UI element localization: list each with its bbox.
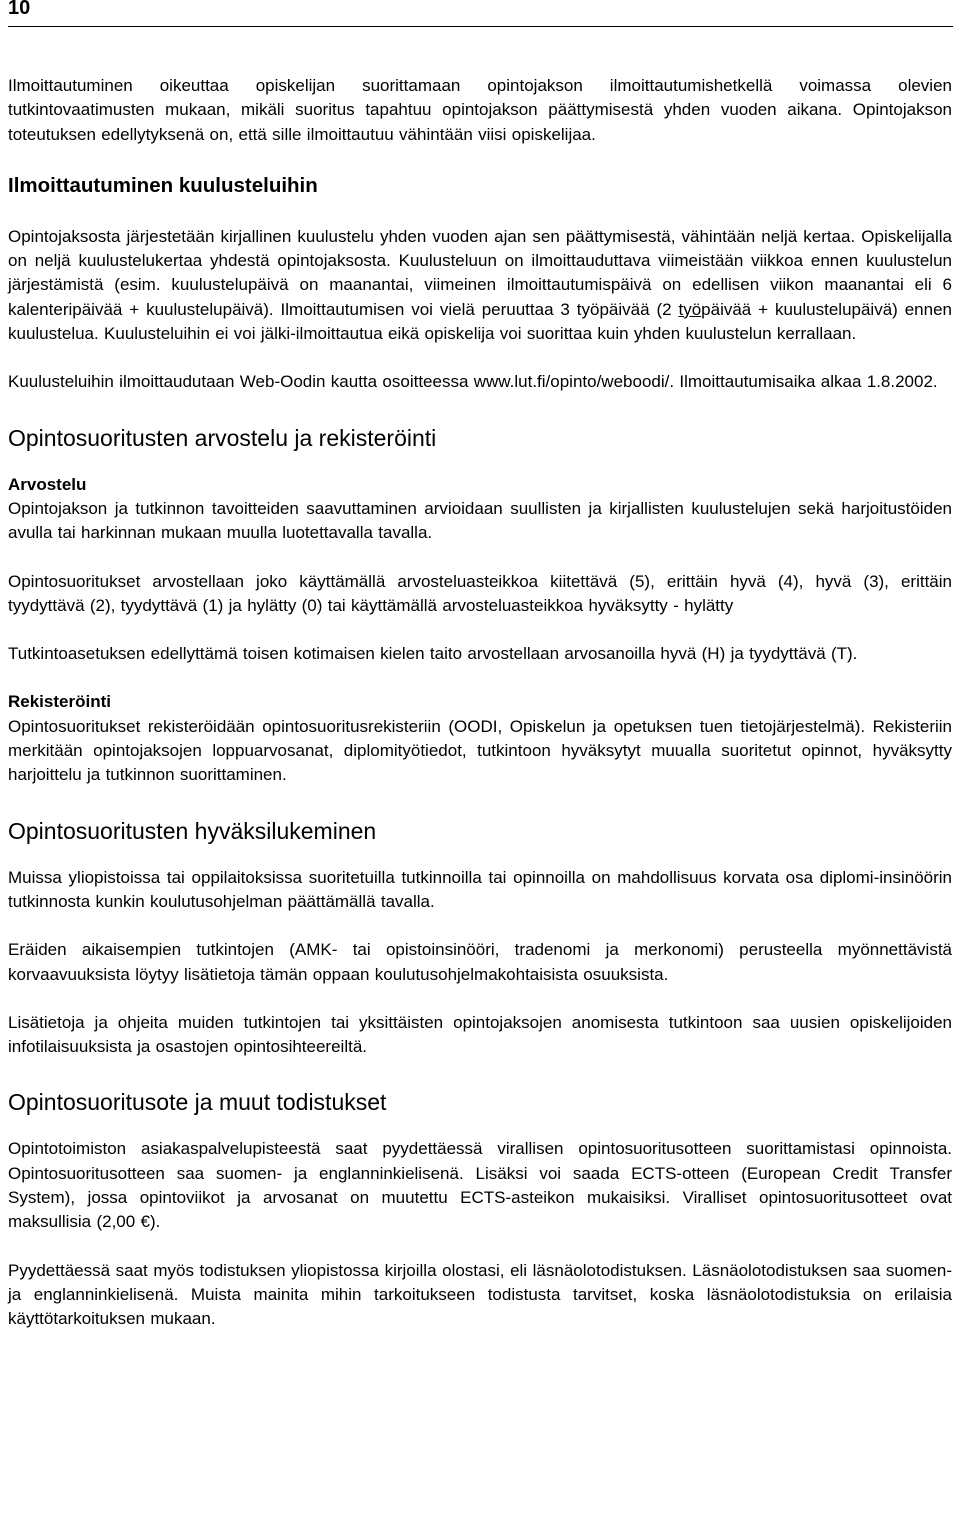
header-rule: [8, 26, 953, 27]
subheading-rekisterointi: Rekisteröinti: [8, 692, 111, 712]
heading-grading: Opintosuoritusten arvostelu ja rekisteröinti: [8, 424, 437, 451]
exam-registration-text-b: päivää + kuulustelupäivä) ennen kuulustelua. Kuulusteluihin ei voi jälki-ilmoittautua eikä opiskelija voi suorittaa kuin yhden kuulustelun kerrallaan.: [8, 299, 952, 344]
grading-paragraph-1: Opintojakson ja tutkinnon tavoitteiden saavuttaminen arvioidaan suullisten ja kirjallisten kuulustelujen sekä harjoitustöiden avulla tai harkinnan mukaan muulla luotettavalla tavalla.: [8, 498, 952, 543]
weboodi-paragraph: Kuulusteluihin ilmoittaudutaan Web-Oodin kautta osoitteessa www.lut.fi/opinto/weboodi/. Ilmoittautumisaika alkaa 1.8.2002.: [8, 372, 938, 392]
heading-transcripts: Opintosuoritusote ja muut todistukset: [8, 1089, 387, 1116]
recognition-paragraph-3: Lisätietoja ja ohjeita muiden tutkintojen tai yksittäisten opintojaksojen anomisesta tutkintoon saa uusien opiskelijoiden infotilaisuuksista ja osastojen opintosihteereiltä.: [8, 1012, 952, 1057]
recognition-paragraph-2: Eräiden aikaisempien tutkintojen (AMK- tai opistoinsinööri, tradenomi ja merkonomi) perusteella myönnettävistä korvaavuuksista löytyy lisätietoja tämän oppaan koulutusohjelmakohtaisista osuuksista.: [8, 940, 952, 984]
intro-paragraph: Ilmoittautuminen oikeuttaa opiskelijan suorittamaan opintojakson ilmoittautumishetkellä voimassa olevien tutkintovaatimusten mukaan, mikäli suoritus tapahtuu opintojakson päättymisestä yhden vuoden aikana. Opintojakson toteutuksen edellytyksenä on, että sille ilmoittautuu vähintään viisi opiskelijaa.: [8, 76, 952, 144]
registration-records-paragraph: Opintosuoritukset rekisteröidään opintosuoritusrekisteriin (OODI, Opiskelun ja opetuksen tuen tietojärjestelmä). Rekisteriin merkitään opintojaksojen loppuarvosanat, diplomityötiedot, tutkintoon hyväksytyt muualla suoritetut opinnot, hyväksytty harjoittelu ja tutkinnon suorittaminen.: [8, 716, 952, 785]
heading-exam-registration: Ilmoittautuminen kuulusteluihin: [8, 173, 318, 197]
recognition-paragraph-1: Muissa yliopistoissa tai oppilaitoksissa suoritetuilla tutkinnoilla tai opinnoilla on mahdollisuus korvata osa diplomi-insinöörin tutkinnosta kunkin koulutusohjelman päättämällä tavalla.: [8, 867, 952, 911]
subheading-arvostelu: Arvostelu: [8, 474, 87, 494]
grading-paragraph-2: Opintosuoritukset arvostellaan joko käyttämällä arvosteluasteikkoa kiitettävä (5), erittäin hyvä (4), hyvä (3), erittäin tyydyttävä (2), tyydyttävä (1) ja hylätty (0) tai käyttämällä arvosteluasteikkoa hyväksytty - hylätty: [8, 571, 952, 615]
heading-recognition: Opintosuoritusten hyväksilukeminen: [8, 817, 377, 844]
exam-registration-text-a: Opintojaksosta järjestetään kirjallinen kuulustelu yhden vuoden ajan sen päättymisestä, vähintään neljä kertaa. Opiskelijalla on neljä kuulustelukertaa yhdestä opintojaksosta. Kuulusteluun on ilmoittauduttava viimeistään viikkoa ennen kuulustelun järjestämistä (esim. kuulustelupäivä on maanantai, viimeinen ilmoittautumispäivä on edellisen viikon maanantai eli 6 kalenteripäivää + kuulustelupäivä). Ilmoittautumisen voi vielä peruuttaa 3 työpäivää (2: [8, 226, 952, 319]
grading-paragraph-3: Tutkintoasetuksen edellyttämä toisen kotimaisen kielen taito arvostellaan arvosanoilla hyvä (H) ja tyydyttävä (T).: [8, 644, 858, 664]
transcripts-paragraph-2: Pyydettäessä saat myös todistuksen yliopistossa kirjoilla olostasi, eli läsnäolotodistuksen. Läsnäolotodistuksen saa suomen- ja englanninkielisenä. Muista mainita mihin tarkoitukseen todistusta tarvitset, koska läsnäolotodistuksia on erilaisia käyttötarkoituksen mukaan.: [8, 1260, 952, 1329]
transcripts-paragraph-1: Opintotoimiston asiakaspalvelupisteestä saat pyydettäessä virallisen opintosuoritusotteen suorittamistasi opinnoista. Opintosuoritusotteen saa suomen- ja englanninkielisenä. Lisäksi voi saada ECTS-otteen (European Credit Transfer System), jossa opintoviikot ja arvosanat on muutettu ECTS-asteikon mukaisiksi. Viralliset opintosuoritusotteet ovat maksullisia (2,00 €).: [8, 1139, 952, 1232]
exam-registration-paragraph: [8, 225, 952, 346]
page-content: [8, 74, 952, 1332]
page-number: 10: [8, 0, 31, 19]
exam-registration-text-underlined: työ: [678, 299, 702, 319]
